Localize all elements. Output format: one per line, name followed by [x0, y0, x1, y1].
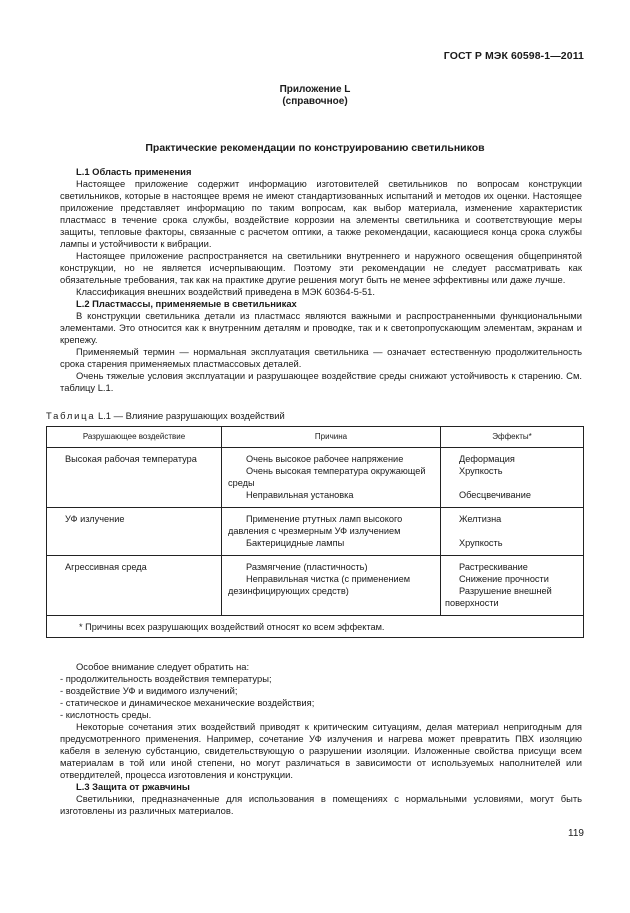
effect-item: Снижение прочности — [459, 574, 549, 584]
effect-item: Разрушение внешней поверхности — [445, 586, 552, 608]
paragraph: В конструкции светильника детали из пластмасс являются важными и распространенными функциональными элементами. Это относится как к внутренним деталям и проводке, так и к светопропускающим элементам, экранам и крепежу. — [60, 310, 582, 345]
page-number: 119 — [568, 828, 584, 839]
table-caption-text: L.1 — Влияние разрушающих воздействий — [95, 410, 285, 421]
cause-item: Неправильная чистка (с применением дезинфицирующих средств) — [228, 574, 411, 596]
effect-item: Хрупкость — [459, 466, 503, 476]
list-item: - кислотность среды. — [60, 709, 152, 720]
cause-item: Размягчение (пластичность) — [246, 562, 368, 572]
paragraph: Настоящее приложение содержит информацию изготовителей светильников по вопросам конструкции светильников, которые в настоящее время не имеют стандартизованных испытаний и методов их оценки. Настоящее приложение представляет информацию по таким вопросам, как выбор материала, изменение характеристик пластмасс в течение срока службы, воздействие коррозии на элементы светильника и соответствующие меры защиты, тепловые факторы, связанные с расчетом оптики, а также рекомендации, касающиеся конца срока службы лампы и устойчивости к вибрации. — [60, 178, 582, 249]
paragraph: Очень тяжелые условия эксплуатации и разрушающее воздействие среды снижают устойчивость к старению. См. таблицу L.1. — [60, 370, 582, 393]
paragraph: Особое внимание следует обратить на: — [76, 661, 250, 672]
list-item: - статическое и динамическое механические воздействия; — [60, 697, 315, 708]
document-title: Практические рекомендации по конструированию светильников — [145, 142, 485, 154]
paragraph: Светильники, предназначенные для использования в помещениях с нормальными условиями, могут быть изготовлены из различных материалов. — [60, 793, 582, 816]
column-header: Причина — [222, 427, 441, 448]
cause-item: Очень высокая температура окружающей среды — [228, 466, 426, 488]
cause-item: Применение ртутных ламп высокого давления с чрезмерным УФ излучением — [228, 514, 403, 536]
column-header: Разрушающее воздействие — [47, 427, 222, 448]
appendix-title: Приложение L — [279, 84, 351, 95]
paragraph: Применяемый термин — нормальная эксплуатация светильника — означает естественную продолжительность срока старения применяемых пластмассовых деталей. — [60, 346, 582, 369]
effect-cell — [441, 448, 584, 508]
effect-item: Деформация — [459, 454, 515, 464]
table-row — [47, 556, 584, 616]
factor-cell: УФ излучение — [47, 508, 222, 556]
body-text-continued — [60, 661, 582, 817]
section-heading-l2: L.2 Пластмассы, применяемые в светильниках — [76, 298, 297, 309]
paragraph: Классификация внешних воздействий приведена в МЭК 60364-5-51. — [76, 286, 376, 297]
factor-cell: Высокая рабочая температура — [47, 448, 222, 508]
table-caption-word: Таблица — [46, 410, 96, 421]
standard-header: ГОСТ Р МЭК 60598-1—2011 — [443, 50, 584, 62]
table-caption — [46, 410, 285, 421]
cause-item: Очень высокое рабочее напряжение — [246, 454, 404, 464]
effect-cell — [441, 508, 584, 556]
list-item: - продолжительность воздействия температуры; — [60, 673, 272, 684]
effect-cell — [441, 556, 584, 616]
column-header: Эффекты* — [441, 427, 584, 448]
paragraph: Некоторые сочетания этих воздействий приводят к критическим ситуациям, делая материал непригодным для предусмотренного применения. Например, сочетание УФ излучения и нагрева может превратить ПВХ изоляцию кабеля в зеленую субстанцию, свидетельствующую о разрушении изоляции. Изложенные свойства присущи всем материалам в той или иной степени, но могут различаться в зависимости от используемых наполнителей или отвердителей, процесса изготовления и конструкции. — [60, 721, 582, 780]
appendix-subtitle: (справочное) — [282, 96, 348, 107]
list-item: - воздействие УФ и видимого излучений; — [60, 685, 238, 696]
body-text — [60, 166, 582, 394]
effect-item: Обесцвечивание — [459, 490, 531, 500]
cause-cell — [222, 556, 441, 616]
table-row — [47, 508, 584, 556]
cause-item: Неправильная установка — [246, 490, 354, 500]
factor-cell: Агрессивная среда — [47, 556, 222, 616]
effect-item: Желтизна — [459, 514, 502, 524]
effect-item: Хрупкость — [459, 538, 503, 548]
section-heading-l3: L.3 Защита от ржавчины — [76, 781, 190, 792]
cause-cell — [222, 508, 441, 556]
table-row — [47, 448, 584, 508]
table-footnote-row — [47, 616, 584, 638]
cause-cell — [222, 448, 441, 508]
effect-item: Растрескивание — [459, 562, 528, 572]
section-heading-l1: L.1 Область применения — [76, 166, 192, 177]
effects-table — [46, 426, 584, 638]
appendix-heading — [0, 84, 630, 108]
paragraph: Настоящее приложение распространяется на светильники внутреннего и наружного освещения общепринятой конструкции, но не является исчерпывающим. Поэтому эти рекомендации не следует рассматривать как обязательные требования, так как на практике другие решения могут быть не менее эффективны или даже лучше. — [60, 250, 582, 285]
cause-item: Бактерицидные лампы — [246, 538, 345, 548]
table-footnote: * Причины всех разрушающих воздействий относят ко всем эффектам. — [47, 616, 584, 638]
table-header-row — [47, 427, 584, 448]
